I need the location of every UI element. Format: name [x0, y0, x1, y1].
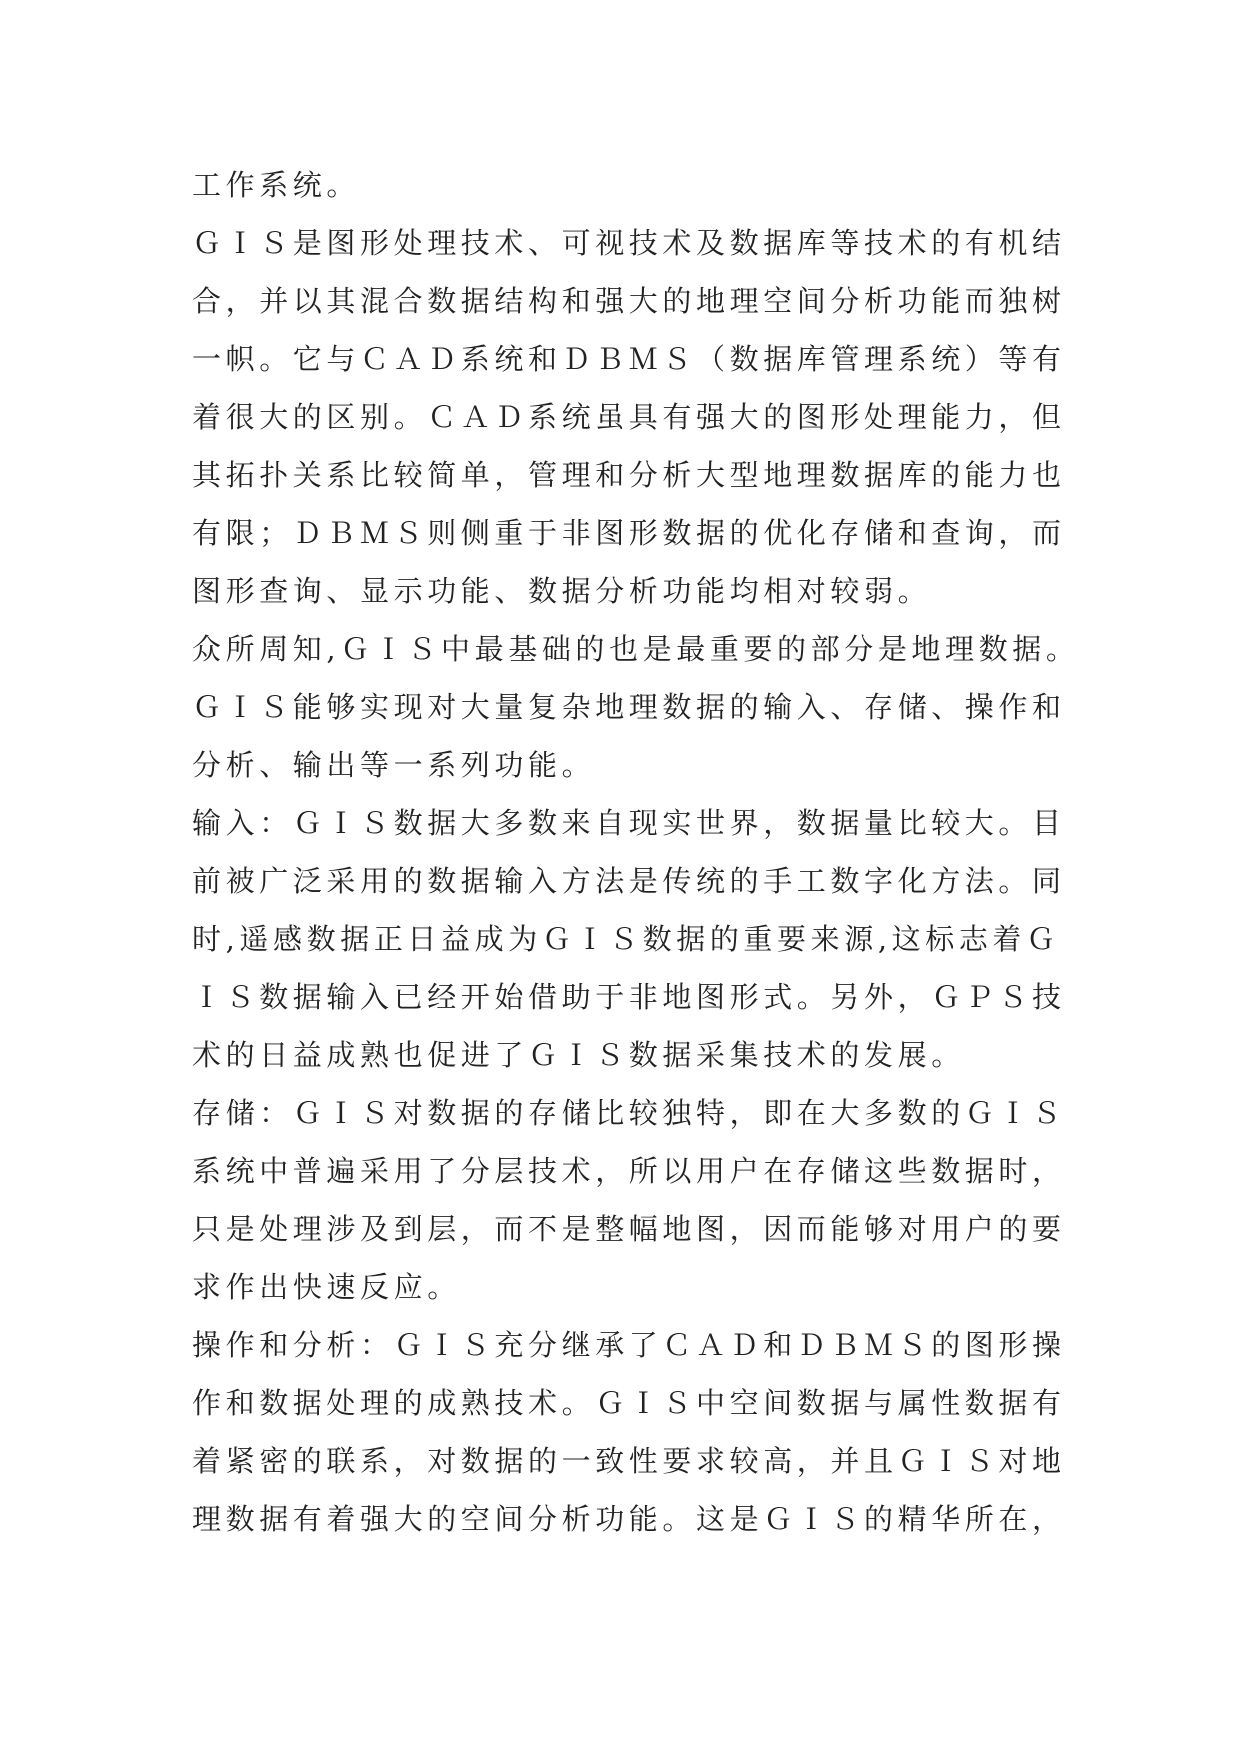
text-line: ＧＩＳ能够实现对大量复杂地理数据的输入、存储、操作和 — [192, 690, 1066, 724]
text-line: ＩＳ数据输入已经开始借助于非地图形式。另外，ＧＰＳ技 — [192, 980, 1066, 1014]
text-line: 众所周知,ＧＩＳ中最基础的也是最重要的部分是地理数据。 — [192, 632, 1080, 666]
text-line: 输入：ＧＩＳ数据大多数来自现实世界，数据量比较大。目 — [192, 806, 1066, 840]
text-line: 只是处理涉及到层，而不是整幅地图，因而能够对用户的要 — [192, 1212, 1066, 1246]
text-line: 操作和分析：ＧＩＳ充分继承了ＣＡＤ和ＤＢＭＳ的图形操 — [192, 1328, 1066, 1362]
text-line: 系统中普遍采用了分层技术，所以用户在存储这些数据时， — [192, 1154, 1066, 1188]
body-text — [192, 156, 1080, 1548]
text-line: 一帜。它与ＣＡＤ系统和ＤＢＭＳ（数据库管理系统）等有 — [192, 342, 1066, 376]
text-line: 前被广泛采用的数据输入方法是传统的手工数字化方法。同 — [192, 864, 1066, 898]
text-line: ＧＩＳ是图形处理技术、可视技术及数据库等技术的有机结 — [192, 226, 1066, 260]
text-line: 工作系统。 — [192, 168, 361, 202]
text-line: 有限；ＤＢＭＳ则侧重于非图形数据的优化存储和查询，而 — [192, 516, 1066, 550]
text-line: 分析、输出等一系列功能。 — [192, 748, 596, 782]
text-line: 着紧密的联系，对数据的一致性要求较高，并且ＧＩＳ对地 — [192, 1444, 1066, 1478]
text-line: 其拓扑关系比较简单，管理和分析大型地理数据库的能力也 — [192, 458, 1066, 492]
text-line: 图形查询、显示功能、数据分析功能均相对较弱。 — [192, 574, 932, 608]
text-line: 作和数据处理的成熟技术。ＧＩＳ中空间数据与属性数据有 — [192, 1386, 1066, 1420]
text-line: 时,遥感数据正日益成为ＧＩＳ数据的重要来源,这标志着Ｇ — [192, 922, 1060, 956]
text-line: 术的日益成熟也促进了ＧＩＳ数据采集技术的发展。 — [192, 1038, 965, 1072]
text-line: 理数据有着强大的空间分析功能。这是ＧＩＳ的精华所在， — [192, 1502, 1066, 1536]
text-line: 求作出快速反应。 — [192, 1270, 461, 1304]
text-line: 存储：ＧＩＳ对数据的存储比较独特，即在大多数的ＧＩＳ — [192, 1096, 1066, 1130]
text-line: 着很大的区别。ＣＡＤ系统虽具有强大的图形处理能力，但 — [192, 400, 1066, 434]
text-line: 合，并以其混合数据结构和强大的地理空间分析功能而独树 — [192, 284, 1066, 318]
